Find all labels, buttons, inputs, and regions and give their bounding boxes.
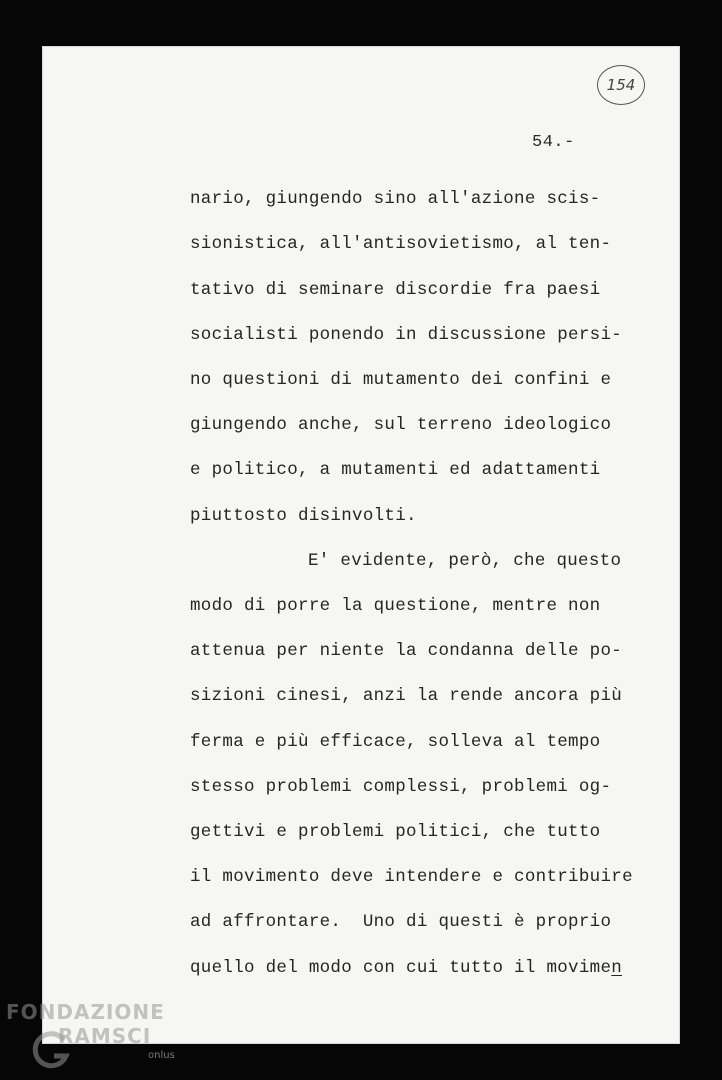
archive-stamp-number: 154: [606, 76, 636, 94]
text-line: nario, giungendo sino all'azione scis-: [190, 189, 601, 209]
text-line-last: [190, 958, 622, 978]
text-line: stesso problemi complessi, problemi og-: [190, 777, 612, 797]
text-line: giungendo anche, sul terreno ideologico: [190, 415, 612, 435]
text-line: sionistica, all'antisovietismo, al ten-: [190, 234, 612, 254]
text-line: attenua per niente la condanna delle po-: [190, 641, 623, 661]
text-line: sizioni cinesi, anzi la rende ancora più: [190, 686, 623, 706]
page-number: 54.-: [532, 133, 575, 152]
text-line: e politico, a mutamenti ed adattamenti: [190, 460, 601, 480]
text-line: gettivi e problemi politici, che tutto: [190, 822, 601, 842]
text-line-last-body: quello del modo con cui tutto il movime: [190, 958, 612, 978]
text-line: tativo di seminare discordie fra paesi: [190, 280, 601, 300]
underlined-letter: n: [611, 958, 623, 978]
text-line: E' evidente, però, che questo: [308, 551, 622, 571]
watermark-logo: [6, 1000, 186, 1070]
watermark-suffix: onlus: [148, 1050, 175, 1061]
text-line: ferma e più efficace, solleva al tempo: [190, 732, 601, 752]
text-line: socialisti ponendo in discussione persi-: [190, 325, 623, 345]
watermark-line2: RAMSCI: [58, 1024, 152, 1048]
text-line: ad affrontare. Uno di questi è proprio: [190, 912, 612, 932]
watermark-line1: FONDAZIONE: [6, 1000, 165, 1024]
text-line: modo di porre la questione, mentre non: [190, 596, 601, 616]
text-line: il movimento deve intendere e contribuire: [190, 867, 633, 887]
archive-stamp: [597, 65, 645, 105]
text-line: no questioni di mutamento dei confini e: [190, 370, 612, 390]
text-line: piuttosto disinvolti.: [190, 506, 417, 526]
